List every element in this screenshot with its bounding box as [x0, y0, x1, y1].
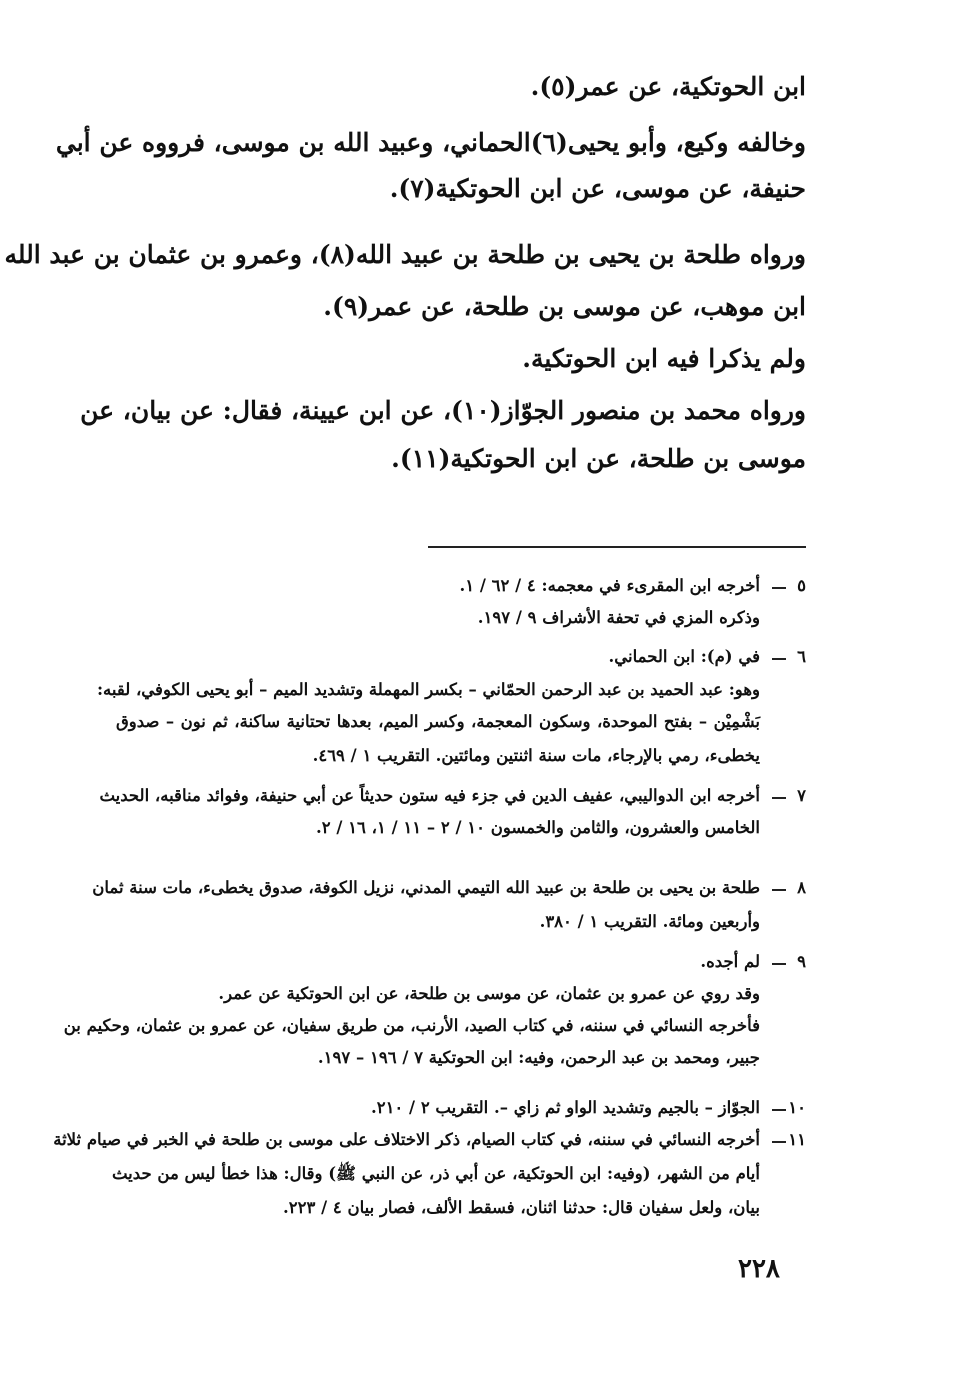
footnote-number-7: ٧: [797, 786, 806, 805]
footnote-number-11: ١١: [788, 1130, 806, 1149]
footnote-6-line-3: بَشْمِيْن – بفتح الموحدة، وسكون المعجمة، وكسر الميم، بعدها تحتانية ساكنة، ثم نون – صدوق: [116, 712, 760, 731]
footnote-5-line-1: أخرجه ابن المقرىء في معجمه: ٤ / ٦٢ / ١.: [459, 576, 760, 595]
footnote-dash: [772, 963, 786, 965]
footnote-7-line-1: أخرجه ابن الدواليبي، عفيف الدين في جزء فيه ستون حديثاً عن أبي حنيفة، وفوائد مناقبه، الحديث: [99, 786, 760, 805]
footnote-dash: [772, 658, 786, 660]
main-line-7: ورواه محمد بن منصور الجوّاز(١٠)، عن ابن عيينة، فقال: عن بيان، عن: [80, 396, 806, 425]
footnote-10-line-1: الجوّاز – بالجيم وتشديد الواو ثم زاي –. التقريب ٢ / ٢١٠.: [370, 1098, 760, 1117]
main-line-6: ولم يذكرا فيه ابن الحوتكية.: [522, 344, 806, 373]
footnote-11-line-3: بيان، ولعل سفيان قال: حدثنا اثنان، فسقط الألف، فصار بيان ٤ / ٢٢٣.: [283, 1198, 760, 1217]
footnote-11-line-2: أيام من الشهر، (وفيه: ابن الحوتكية، عن أبي ذر، عن النبي ﷺ) وقال: هذا خطأ ليس من حديث: [111, 1164, 760, 1183]
footnote-7-line-2: الخامس والعشرون، والثامن والخمسون ١٠ / ٢ – ١١ / ١، ١٦ / ٢.: [316, 818, 760, 837]
footnote-dash: [772, 797, 786, 799]
footnote-dash: [772, 1109, 786, 1111]
footnotes: [53, 0, 806, 1240]
footnote-6-line-2: وهو: عبد الحميد بن عبد الرحمن الحمّاني – بكسر المهملة وتشديد الميم – أبو يحيى الكوفي، لقبه:: [96, 680, 760, 699]
footnote-number-5: ٥: [797, 576, 806, 595]
main-line-4: ورواه طلحة بن يحيى بن طلحة بن عبيد الله(٨)، وعمرو بن عثمان بن عبد الله: [4, 240, 806, 269]
footnote-number-10: ١٠: [788, 1098, 806, 1117]
footnote-8-line-1: طلحة بن يحيى بن طلحة بن عبيد الله التيمي المدني، نزيل الكوفة، صدوق يخطىء، مات سنة ثمان: [92, 878, 760, 897]
footnote-number-9: ٩: [797, 952, 806, 971]
footnote-dash: [772, 1141, 786, 1143]
main-line-2: وخالفه وكيع، وأبو يحيى(٦)الحماني، وعبيد الله بن موسى، فرووه عن أبي: [55, 128, 806, 157]
footnote-6-line-4: يخطىء، رمي بالإرجاء، مات سنة اثنتين ومائتين. التقريب ١ / ٤٦٩.: [312, 746, 760, 765]
footnote-dash: [772, 587, 786, 589]
main-line-1: ابن الحوتكية، عن عمر(٥).: [530, 72, 806, 101]
main-line-8: موسى بن طلحة، عن ابن الحوتكية(١١).: [391, 444, 806, 473]
footnote-dash: [772, 889, 786, 891]
main-line-5: ابن موهب، عن موسى بن طلحة، عن عمر(٩).: [323, 292, 806, 321]
footnote-6-line-1: في (م): ابن الحماني.: [608, 647, 760, 666]
footnote-number-8: ٨: [797, 878, 806, 897]
footnote-9-line-3: فأخرجه النسائي في سننه، في كتاب الصيد، الأرنب، من طريق سفيان، عن عمرو بن عثمان، وحكيم بن: [63, 1016, 760, 1035]
main-line-3: حنيفة، عن موسى، عن ابن الحوتكية(٧).: [389, 174, 806, 203]
footnote-5-line-2: وذكره المزي في تحفة الأشراف ٩ / ١٩٧.: [477, 608, 760, 627]
footnote-9-line-4: جبير، ومحمد بن عبد الرحمن، وفيه: ابن الحوتكية ٧ / ١٩٦ – ١٩٧.: [317, 1048, 760, 1067]
footnote-9-line-2: وقد روي عن عمرو بن عثمان، عن موسى بن طلحة، عن ابن الحوتكية عن عمر.: [218, 984, 760, 1003]
footnote-number-6: ٦: [797, 647, 806, 666]
footnote-9-line-1: لم أجده.: [700, 952, 760, 971]
footnote-8-line-2: وأربعين ومائة. التقريب ١ / ٣٨٠.: [539, 912, 760, 931]
footnote-11-line-1: أخرجه النسائي في سننه، في كتاب الصيام، ذكر الاختلاف على موسى بن طلحة في الخبر في صيام ثلاثة: [53, 1130, 760, 1149]
page-number: ٢٢٨: [738, 1254, 780, 1284]
